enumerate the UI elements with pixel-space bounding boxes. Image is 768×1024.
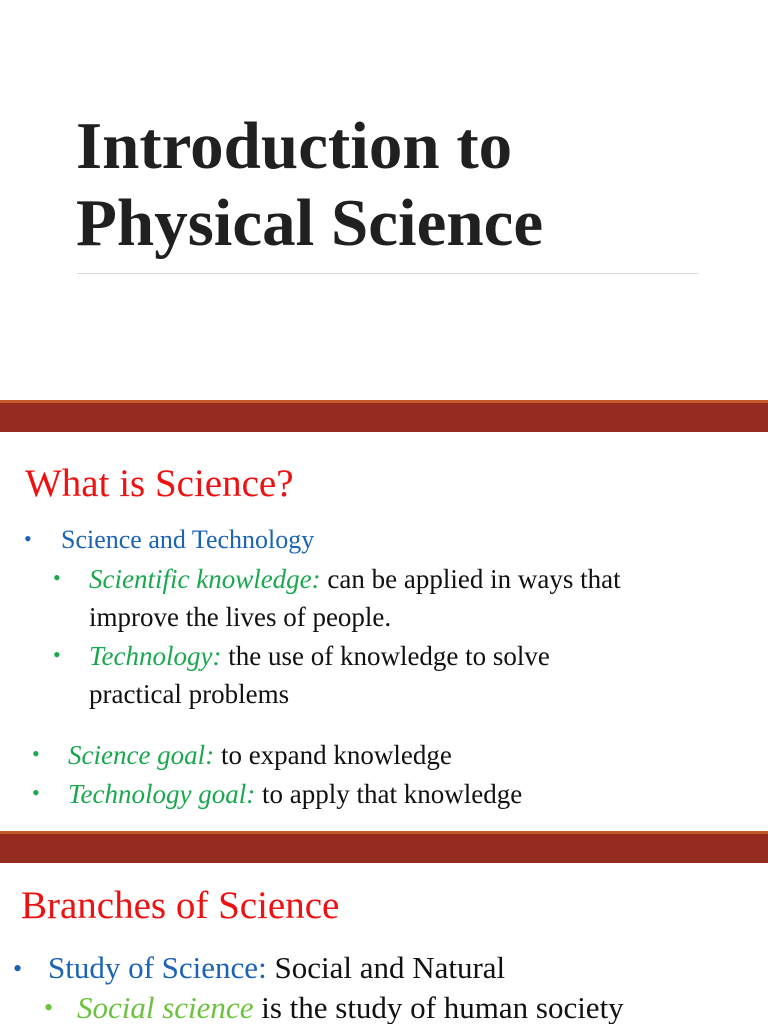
term-text: is the study of human society: [253, 990, 624, 1024]
term-text: the use of knowledge to solve: [221, 641, 550, 671]
sub-item-scientific-knowledge: [89, 560, 621, 598]
sub-item-continuation: improve the lives of people.: [89, 602, 392, 632]
title-slide: [0, 0, 768, 400]
goal-item-science: [68, 736, 452, 774]
term-label: Technology goal:: [68, 779, 256, 809]
bullet-icon: •: [24, 526, 32, 551]
sub-item-social-science: [77, 989, 624, 1024]
term-text: to apply that knowledge: [255, 779, 523, 809]
bullet-icon: •: [53, 642, 61, 667]
term-text: Social and Natural: [266, 950, 506, 985]
sub-item-technology: [89, 637, 550, 675]
branches-of-science-slide: [0, 863, 768, 1024]
term-label: Social science: [77, 990, 254, 1024]
level1-item: [48, 949, 505, 987]
term-label: Science goal:: [68, 740, 215, 770]
term-label: Technology:: [89, 641, 222, 671]
term-text: can be applied in ways that: [320, 564, 621, 594]
colon: :: [258, 950, 267, 985]
bullet-icon: •: [53, 565, 61, 590]
bullet-icon: •: [32, 780, 40, 805]
slide-separator-band: [0, 400, 768, 432]
goal-item-technology: [68, 775, 522, 813]
what-is-science-slide: [0, 432, 768, 831]
title-divider: [77, 273, 698, 274]
bullet-icon: •: [13, 954, 23, 983]
bullet-icon: •: [32, 741, 40, 766]
term-text: to expand knowledge: [214, 740, 452, 770]
level1-item: Science and Technology: [61, 525, 315, 554]
term-label: Scientific knowledge:: [89, 564, 321, 594]
slide-heading: Branches of Science: [21, 884, 340, 927]
term-label: Study of Science: [48, 950, 259, 985]
slide-heading: What is Science?: [25, 462, 294, 505]
slide-separator-band: [0, 831, 768, 863]
slide-title: Introduction to Physical Science: [76, 109, 544, 260]
sub-item-continuation: practical problems: [89, 679, 290, 709]
bullet-icon: •: [44, 993, 54, 1022]
